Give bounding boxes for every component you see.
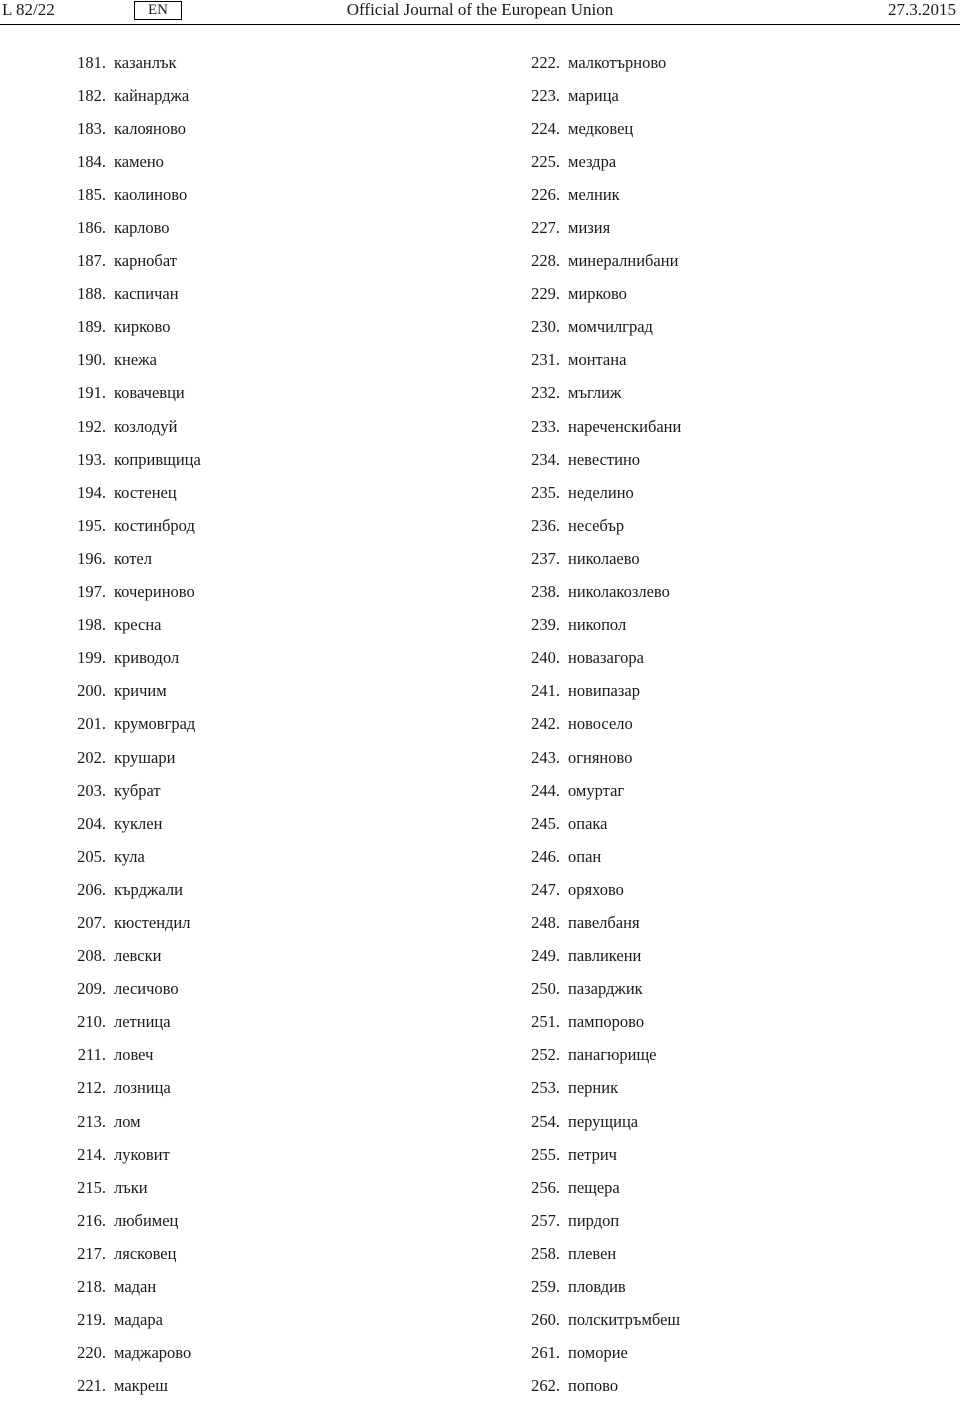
list-item [60,211,201,244]
list-item [514,576,681,609]
item-name: полскитръмбеш [568,1310,681,1330]
item-number: 198. [77,615,106,635]
list-item [514,476,681,509]
list-item [514,509,681,542]
list-item [60,1006,201,1039]
item-number: 224. [531,118,560,138]
list-item [60,1370,201,1403]
item-name: мездра [568,151,617,171]
item-name: казанлък [114,52,177,72]
list-item [514,278,681,311]
item-name: момчилград [568,317,653,337]
item-number: 195. [77,515,106,535]
item-number: 215. [77,1177,106,1197]
item-number: 247. [531,879,560,899]
item-number: 200. [77,681,106,701]
item-name: неделино [568,482,634,502]
list-item [60,807,201,840]
item-name: перущица [568,1111,639,1131]
item-name: кула [114,846,145,866]
item-number: 228. [531,251,560,271]
item-name: лъки [114,1177,148,1197]
item-name: мадара [114,1310,163,1330]
language-badge: EN [134,1,182,20]
list-item [514,1337,681,1370]
item-number: 243. [531,747,560,767]
item-name: плевен [568,1243,617,1263]
list-item [514,211,681,244]
list-item [60,542,201,575]
list-item [60,278,201,311]
item-name: мирково [568,284,627,304]
list-item [60,46,201,79]
list-item [60,245,201,278]
page-reference: L 82/22 [2,0,55,19]
journal-title: Official Journal of the European Union [346,0,614,19]
item-name: невестино [568,449,641,469]
list-item [514,675,681,708]
item-name: опан [568,846,602,866]
item-number: 208. [77,946,106,966]
list-item [60,1171,201,1204]
list-item [514,774,681,807]
item-name: карнобат [114,251,177,271]
item-number: 236. [531,515,560,535]
item-name: кубрат [114,780,161,800]
item-name: лозница [114,1078,171,1098]
item-name: кайнарджа [114,85,190,105]
item-name: кърджали [114,879,183,899]
list-item [514,940,681,973]
publication-date: 27.3.2015 [888,0,956,19]
list-item [514,1370,681,1403]
item-name: мизия [568,218,611,238]
item-name: новазагора [568,648,644,668]
item-number: 194. [77,482,106,502]
item-number: 251. [531,1012,560,1032]
item-name: перник [568,1078,619,1098]
item-name: пещера [568,1177,620,1197]
item-name: кюстендил [114,912,191,932]
item-name: мадан [114,1277,157,1297]
list-item [60,145,201,178]
item-number: 226. [531,184,560,204]
list-item [514,311,681,344]
list-item [514,145,681,178]
item-number: 234. [531,449,560,469]
item-name: пловдив [568,1277,626,1297]
item-name: макреш [114,1376,168,1396]
list-item [514,1006,681,1039]
item-name: левски [114,946,162,966]
item-number: 258. [531,1243,560,1263]
list-item [60,675,201,708]
item-name: маджарово [114,1343,192,1363]
item-name: оряхово [568,879,624,899]
list-item [514,178,681,211]
item-number: 212. [77,1078,106,1098]
item-name: козлодуй [114,416,178,436]
item-number: 242. [531,714,560,734]
item-name: криводол [114,648,180,668]
item-name: панагюрище [568,1045,657,1065]
item-number: 190. [77,350,106,370]
item-number: 199. [77,648,106,668]
item-name: лом [114,1111,141,1131]
item-number: 262. [531,1376,560,1396]
item-number: 182. [77,85,106,105]
item-number: 201. [77,714,106,734]
item-name: малкотърново [568,52,667,72]
item-name: каспичан [114,284,179,304]
item-number: 213. [77,1111,106,1131]
item-name: ковачевци [114,383,185,403]
item-name: котел [114,548,152,568]
list-item [514,1072,681,1105]
item-name: куклен [114,813,163,833]
item-number: 238. [531,582,560,602]
item-number: 255. [531,1144,560,1164]
item-name: мъглиж [568,383,622,403]
item-number: 246. [531,846,560,866]
list-item [60,1039,201,1072]
item-name: карлово [114,218,170,238]
item-name: николаево [568,548,640,568]
item-name: несебър [568,515,625,535]
item-name: марица [568,85,619,105]
list-item [60,973,201,1006]
list-item [514,1039,681,1072]
list-item [60,509,201,542]
left-list-column [60,46,201,1403]
item-name: новосело [568,714,633,734]
item-number: 227. [531,218,560,238]
list-item [514,741,681,774]
item-name: лесичово [114,979,179,999]
item-name: костинброд [114,515,195,535]
list-item [514,840,681,873]
item-number: 219. [77,1310,106,1330]
list-item [60,642,201,675]
list-item [514,410,681,443]
item-name: каолиново [114,184,188,204]
item-number: 193. [77,449,106,469]
item-number: 259. [531,1277,560,1297]
list-item [60,741,201,774]
item-number: 197. [77,582,106,602]
item-number: 209. [77,979,106,999]
list-item [514,973,681,1006]
list-item [514,1204,681,1237]
item-number: 216. [77,1210,106,1230]
item-name: калояново [114,118,187,138]
list-item [514,642,681,675]
list-item [514,708,681,741]
item-number: 191. [77,383,106,403]
item-name: опака [568,813,608,833]
list-item [60,609,201,642]
item-name: камено [114,151,164,171]
list-item [60,112,201,145]
item-number: 184. [77,151,106,171]
item-number: 229. [531,284,560,304]
list-item [60,1138,201,1171]
item-number: 235. [531,482,560,502]
list-item [60,708,201,741]
item-name: любимец [114,1210,179,1230]
item-name: медковец [568,118,634,138]
item-name: монтана [568,350,627,370]
list-item [60,940,201,973]
item-number: 181. [77,52,106,72]
list-item [60,311,201,344]
item-name: крумовград [114,714,196,734]
item-number: 188. [77,284,106,304]
item-number: 189. [77,317,106,337]
item-number: 214. [77,1144,106,1164]
item-number: 240. [531,648,560,668]
list-item [514,1237,681,1270]
item-name: омуртаг [568,780,625,800]
item-number: 192. [77,416,106,436]
list-item [60,840,201,873]
list-item [60,1072,201,1105]
item-number: 249. [531,946,560,966]
item-number: 220. [77,1343,106,1363]
item-number: 207. [77,912,106,932]
item-name: огняново [568,747,633,767]
page-header [0,0,960,25]
item-number: 248. [531,912,560,932]
item-number: 221. [77,1376,106,1396]
item-name: попово [568,1376,619,1396]
item-name: николакозлево [568,582,670,602]
item-number: 218. [77,1277,106,1297]
item-number: 231. [531,350,560,370]
item-number: 253. [531,1078,560,1098]
list-item [514,79,681,112]
item-number: 252. [531,1045,560,1065]
list-item [514,377,681,410]
item-name: пампорово [568,1012,645,1032]
list-item [514,609,681,642]
list-item [60,576,201,609]
item-name: кричим [114,681,167,701]
item-number: 260. [531,1310,560,1330]
item-number: 223. [531,85,560,105]
list-item [60,178,201,211]
list-item [514,873,681,906]
item-number: 205. [77,846,106,866]
item-name: летница [114,1012,171,1032]
list-item [60,1270,201,1303]
list-item [60,906,201,939]
list-item [514,245,681,278]
item-name: ловеч [114,1045,154,1065]
list-item [60,79,201,112]
item-name: мелник [568,184,620,204]
item-number: 237. [531,548,560,568]
item-name: кирково [114,317,171,337]
list-item [514,906,681,939]
item-number: 204. [77,813,106,833]
list-item [60,1204,201,1237]
item-number: 232. [531,383,560,403]
item-number: 230. [531,317,560,337]
item-number: 185. [77,184,106,204]
item-number: 256. [531,1177,560,1197]
item-number: 211. [77,1045,106,1065]
item-name: пазарджик [568,979,643,999]
item-name: кнежа [114,350,157,370]
item-name: луковит [114,1144,170,1164]
item-number: 257. [531,1210,560,1230]
right-list-column [514,46,681,1403]
list-item [60,476,201,509]
list-item [60,1304,201,1337]
item-number: 254. [531,1111,560,1131]
item-number: 203. [77,780,106,800]
list-item [514,807,681,840]
list-item [514,1138,681,1171]
item-number: 206. [77,879,106,899]
list-item [60,344,201,377]
list-item [514,542,681,575]
list-item [60,873,201,906]
item-name: кочериново [114,582,195,602]
item-number: 233. [531,416,560,436]
list-item [60,377,201,410]
item-number: 261. [531,1343,560,1363]
item-name: нареченскибани [568,416,682,436]
item-number: 196. [77,548,106,568]
item-name: пирдоп [568,1210,620,1230]
item-name: никопол [568,615,627,635]
item-number: 222. [531,52,560,72]
list-item [514,1105,681,1138]
item-number: 183. [77,118,106,138]
list-item [514,443,681,476]
item-name: петрич [568,1144,617,1164]
item-number: 187. [77,251,106,271]
item-name: павелбаня [568,912,640,932]
item-name: копривщица [114,449,201,469]
item-name: костенец [114,482,177,502]
item-number: 241. [531,681,560,701]
item-number: 217. [77,1243,106,1263]
item-name: кресна [114,615,162,635]
list-item [60,1337,201,1370]
list-item [514,1304,681,1337]
item-name: павликени [568,946,642,966]
item-name: крушари [114,747,176,767]
list-item [514,112,681,145]
item-number: 239. [531,615,560,635]
item-number: 250. [531,979,560,999]
list-item [60,1105,201,1138]
item-number: 244. [531,780,560,800]
list-item [60,774,201,807]
item-name: лясковец [114,1243,177,1263]
list-item [60,443,201,476]
item-number: 202. [77,747,106,767]
list-item [60,410,201,443]
list-item [514,1171,681,1204]
list-item [514,46,681,79]
item-name: минералнибани [568,251,679,271]
list-item [514,1270,681,1303]
list-item [60,1237,201,1270]
item-number: 225. [531,151,560,171]
item-number: 245. [531,813,560,833]
item-name: новипазар [568,681,640,701]
item-name: поморие [568,1343,628,1363]
list-item [514,344,681,377]
item-number: 210. [77,1012,106,1032]
item-number: 186. [77,218,106,238]
